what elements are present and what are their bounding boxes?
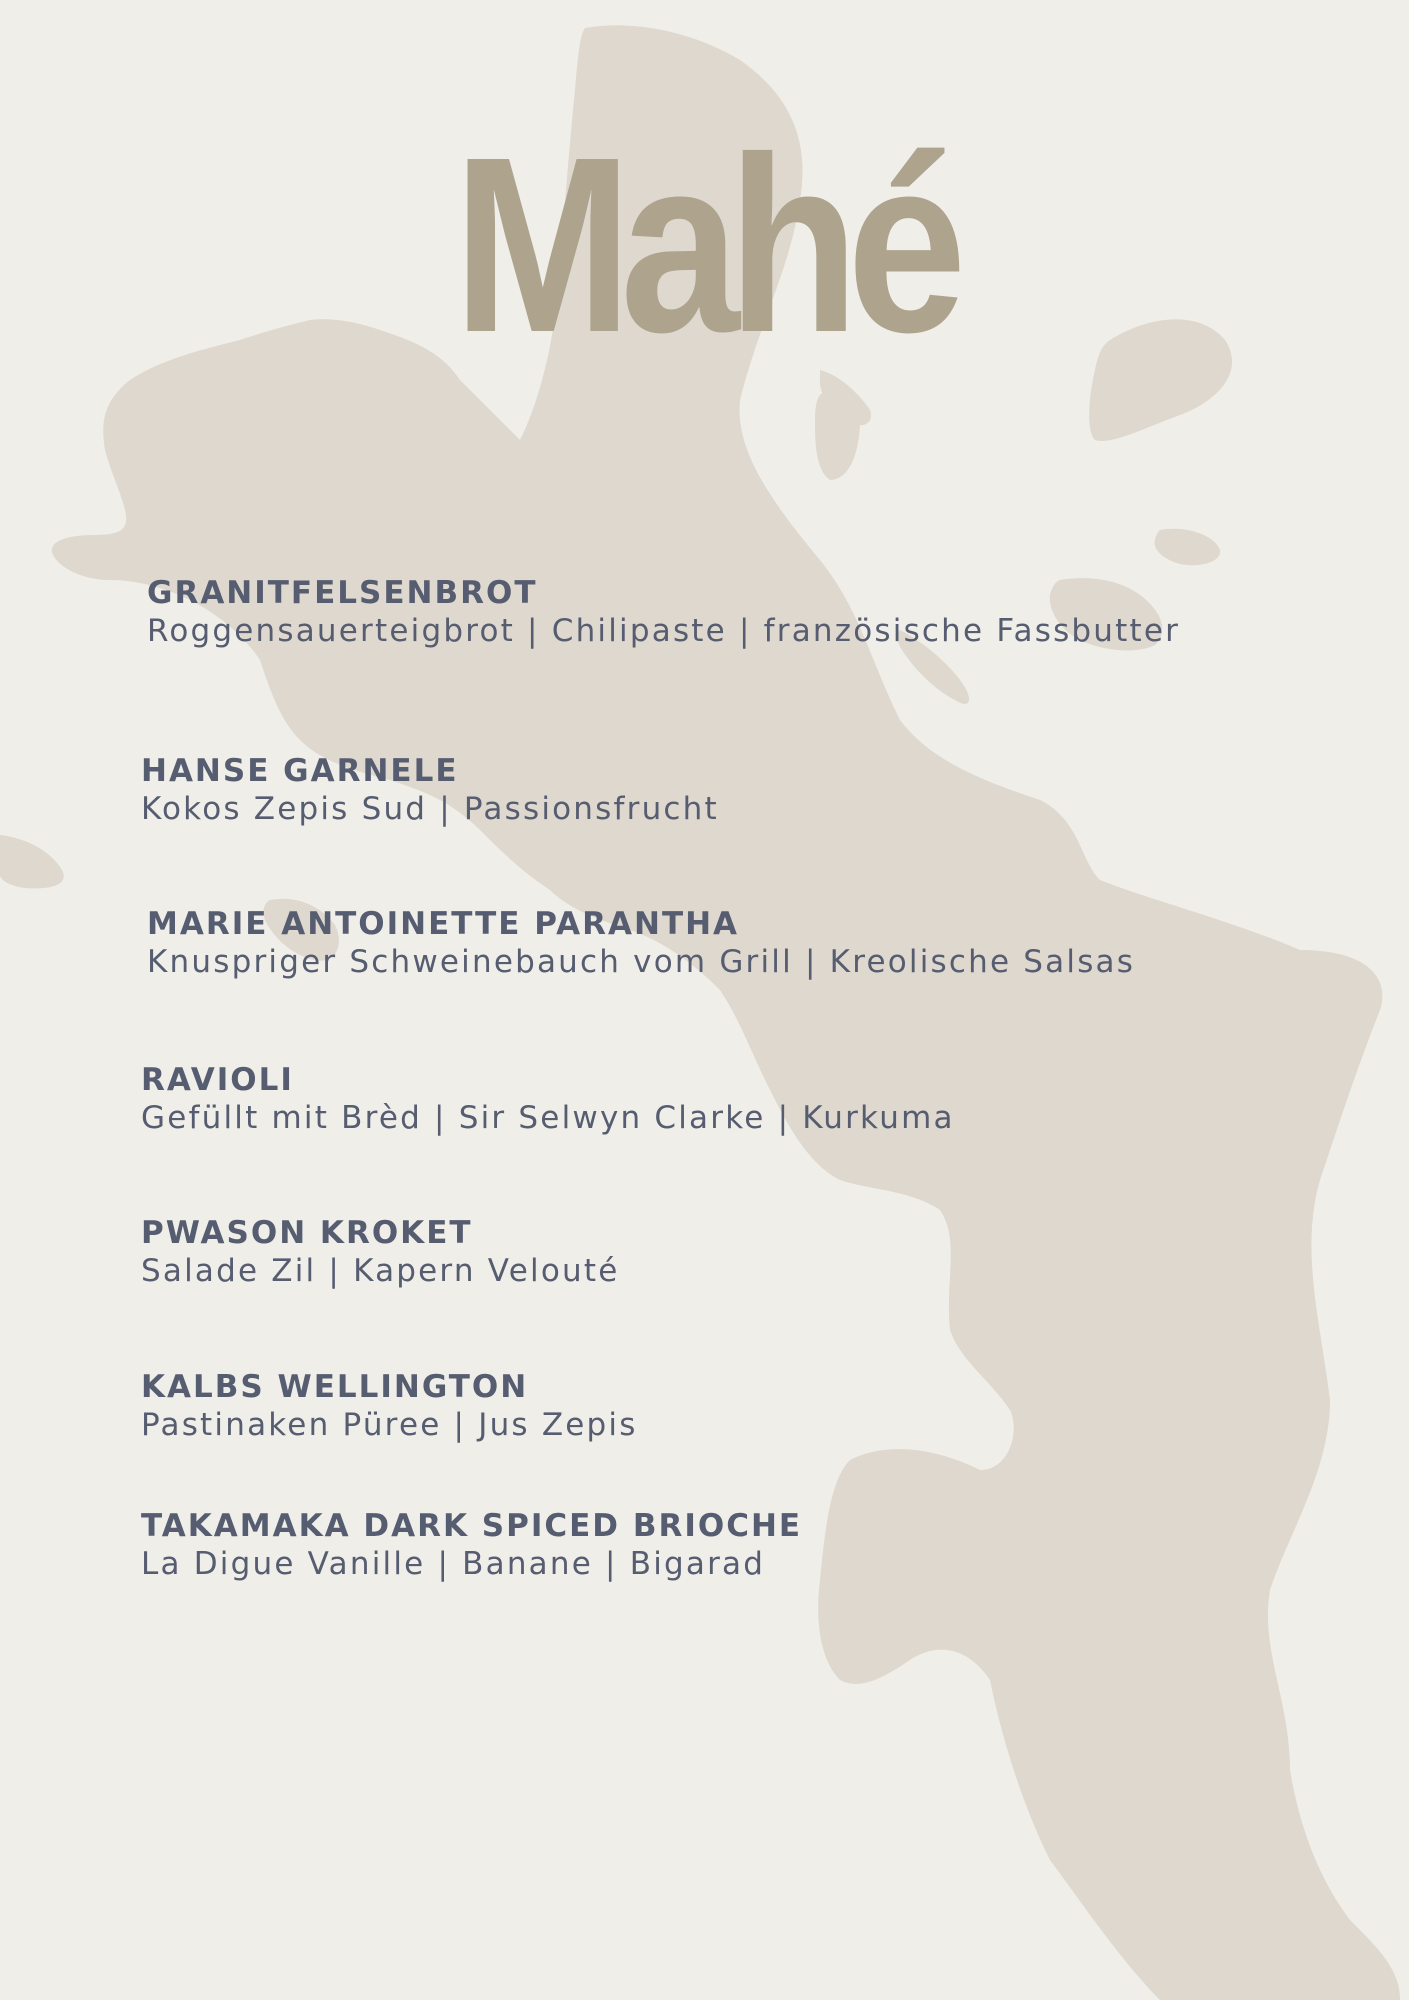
dish-description: Gefüllt mit Brèd | Sir Selwyn Clarke | Kurkuma	[141, 1100, 955, 1136]
dish-name: RAVIOLI	[141, 1062, 294, 1098]
islet-west	[0, 835, 64, 888]
dish-name: GRANITFELSENBROT	[147, 575, 538, 611]
dish-description: Pastinaken Püree | Jus Zepis	[141, 1407, 638, 1443]
menu-item-2	[141, 752, 719, 828]
menu-item-3	[147, 905, 1135, 981]
dish-name: TAKAMAKA DARK SPICED BRIOCHE	[141, 1508, 803, 1544]
dish-description: Salade Zil | Kapern Velouté	[141, 1253, 620, 1289]
dish-name: MARIE ANTOINETTE PARANTHA	[147, 906, 740, 942]
dish-name: PWASON KROKET	[141, 1215, 473, 1251]
dish-description: Roggensauerteigbrot | Chilipaste | französische Fassbutter	[147, 613, 1181, 649]
islet-small-2	[1155, 529, 1221, 566]
dish-name: HANSE GARNELE	[141, 753, 459, 789]
menu-title: Mahé	[453, 105, 955, 384]
menu-item-5	[141, 1214, 619, 1290]
dish-description: Knuspriger Schweinebauch vom Grill | Kreolische Salsas	[147, 944, 1136, 980]
dish-description: La Digue Vanille | Banane | Bigarad	[141, 1546, 766, 1582]
menu-item-6	[141, 1368, 638, 1444]
menu-item-1	[147, 574, 1180, 650]
dish-description: Kokos Zepis Sud | Passionsfrucht	[141, 791, 719, 827]
menu-item-7	[141, 1507, 802, 1583]
menu-item-4	[141, 1061, 955, 1137]
dish-name: KALBS WELLINGTON	[141, 1369, 529, 1405]
